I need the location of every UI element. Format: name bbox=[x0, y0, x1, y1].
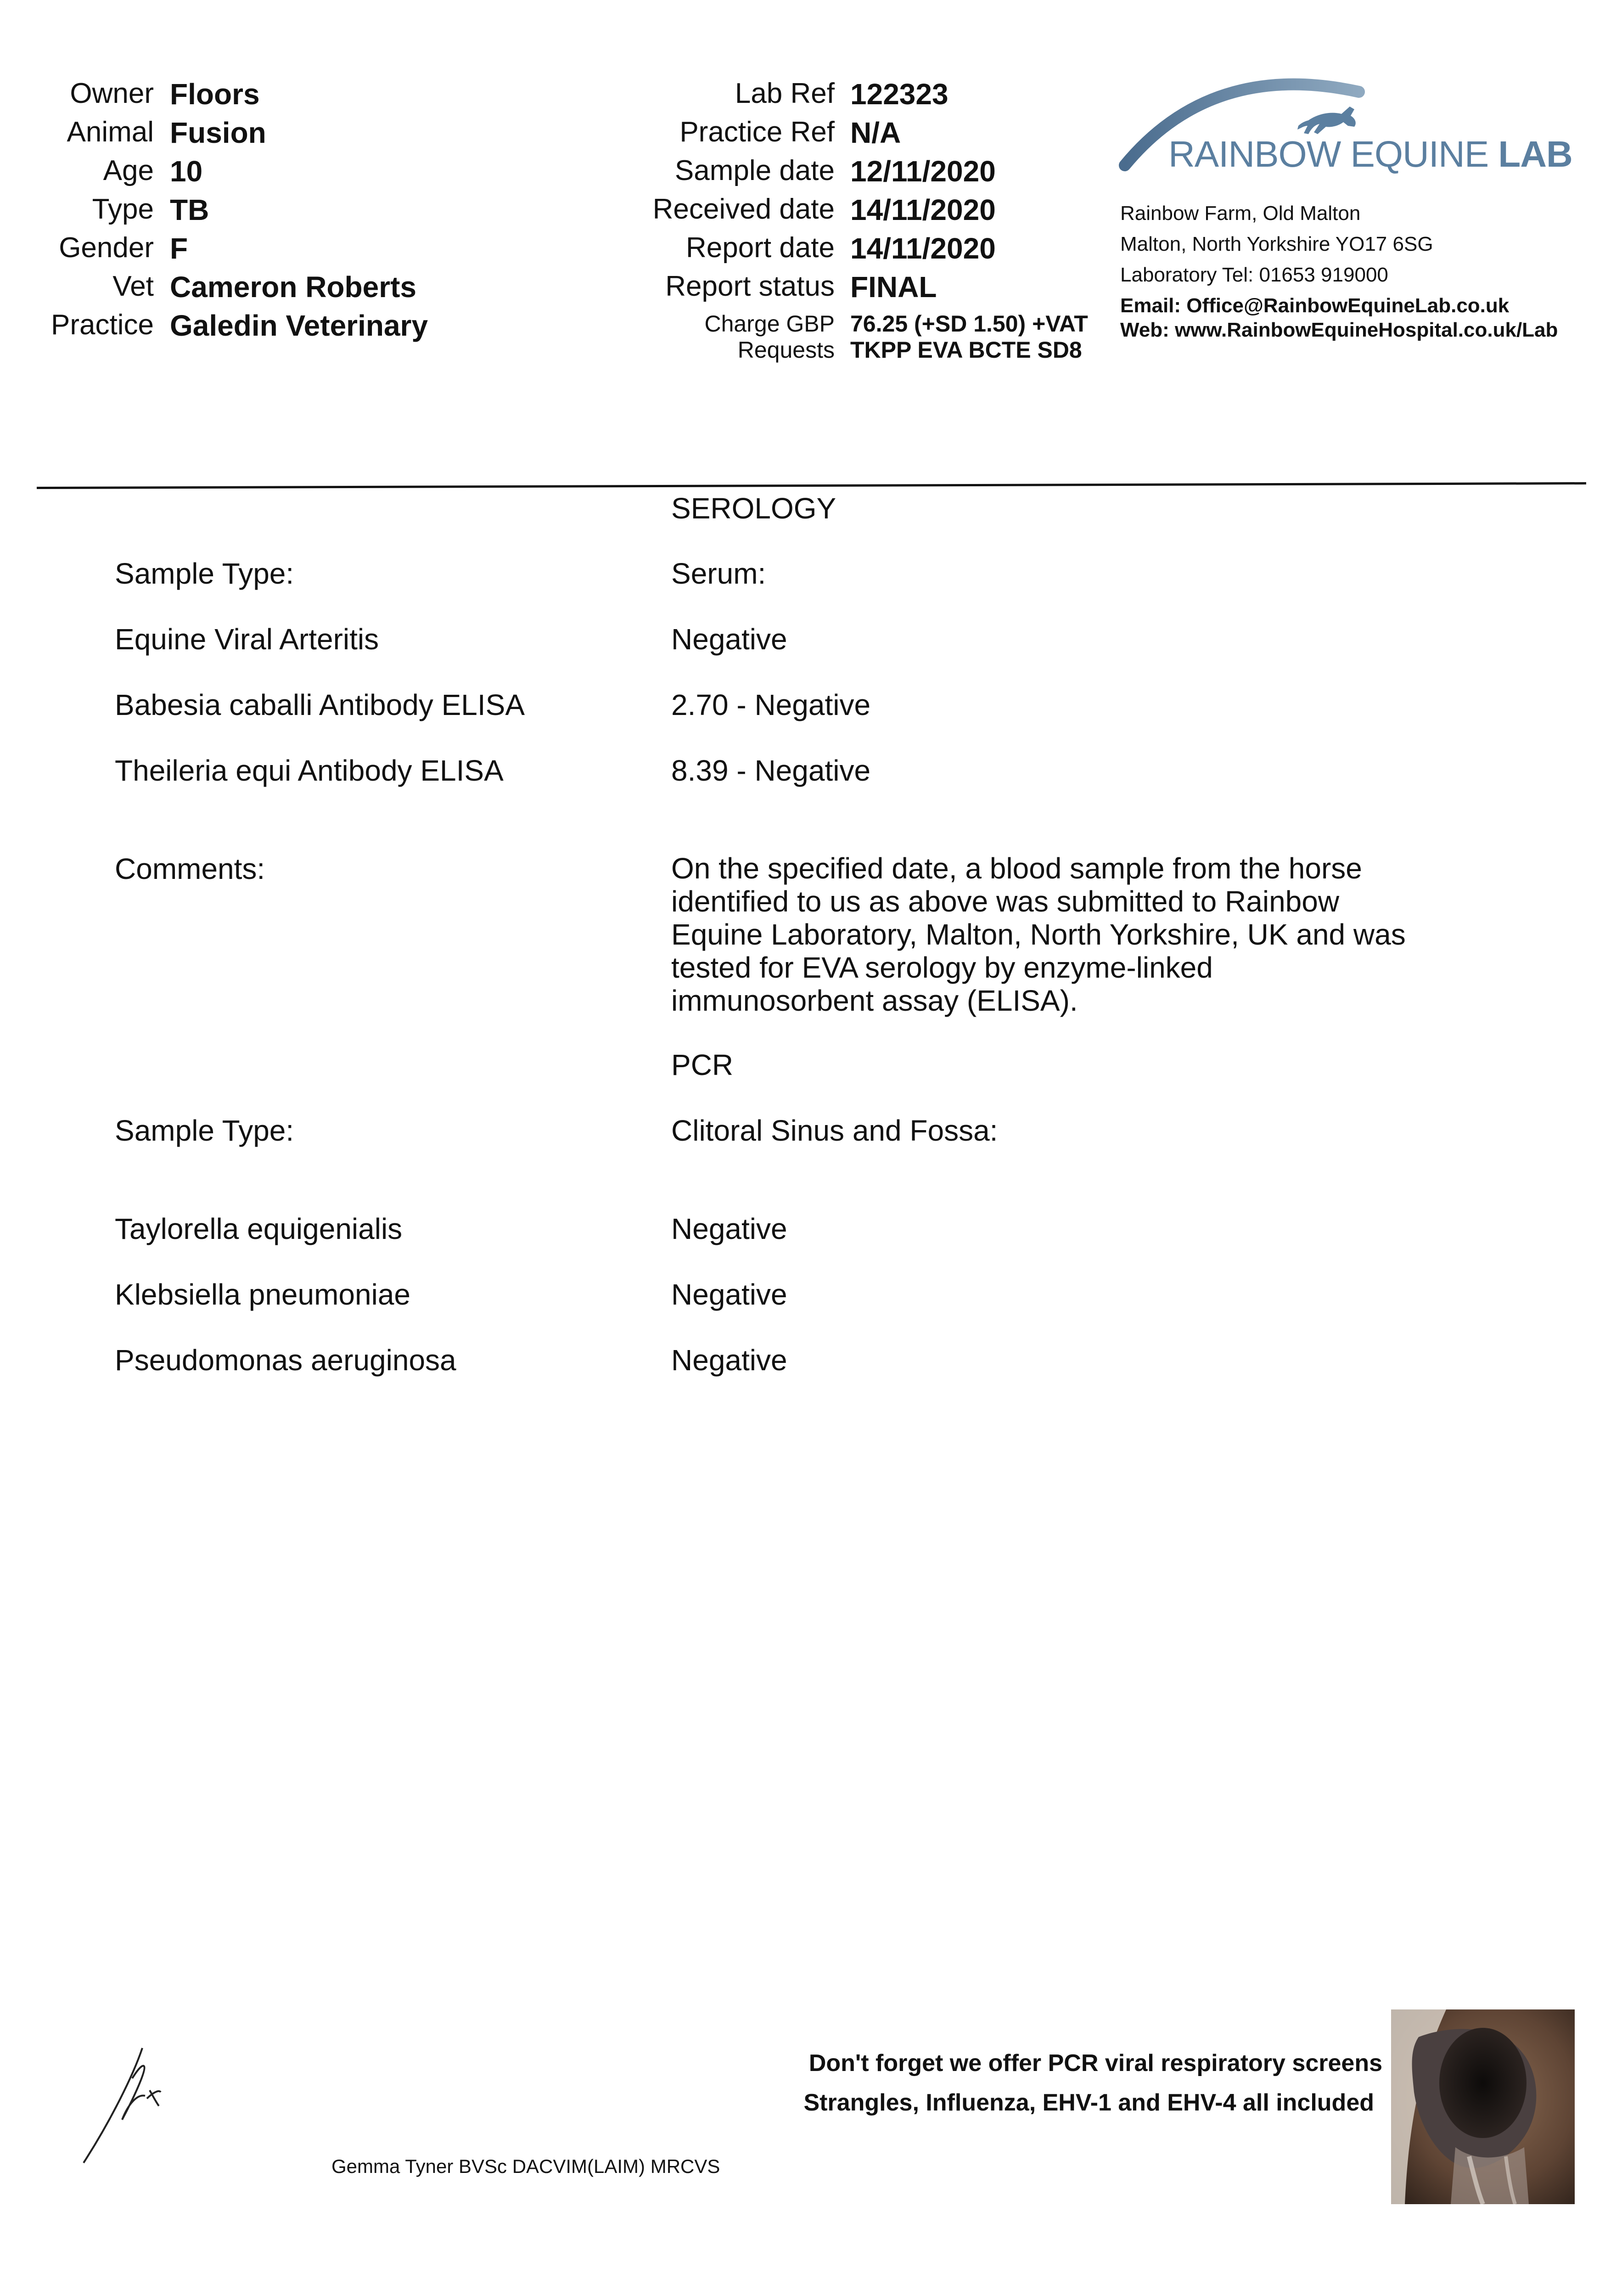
charge-value: 76.25 (+SD 1.50) +VAT bbox=[850, 311, 1088, 337]
practice-value: Galedin Veterinary bbox=[170, 309, 428, 342]
gender-value: F bbox=[170, 232, 188, 265]
test-name: Klebsiella pneumoniae bbox=[115, 1278, 410, 1311]
serology-sample-type-label: Sample Type: bbox=[115, 557, 294, 590]
test-result: 2.70 - Negative bbox=[671, 688, 871, 721]
report-status-value: FINAL bbox=[850, 270, 937, 304]
report-date-label: Report date bbox=[686, 232, 835, 264]
header-divider bbox=[37, 482, 1586, 489]
lab-telephone: Laboratory Tel: 01653 919000 bbox=[1120, 264, 1388, 286]
pcr-heading: PCR bbox=[671, 1048, 734, 1081]
age-value: 10 bbox=[170, 155, 203, 188]
lab-ref-label: Lab Ref bbox=[735, 78, 835, 109]
test-name: Equine Viral Arteritis bbox=[115, 623, 379, 656]
test-name: Taylorella equigenialis bbox=[115, 1212, 403, 1245]
owner-value: Floors bbox=[170, 78, 260, 111]
vet-value: Cameron Roberts bbox=[170, 270, 416, 304]
practice-ref-value: N/A bbox=[850, 116, 901, 149]
test-name: Theileria equi Antibody ELISA bbox=[115, 754, 504, 787]
address-line-2: Malton, North Yorkshire YO17 6SG bbox=[1120, 233, 1433, 255]
pcr-sample-type-label: Sample Type: bbox=[115, 1114, 294, 1147]
test-result: 8.39 - Negative bbox=[671, 754, 871, 787]
test-name: Babesia caballi Antibody ELISA bbox=[115, 688, 525, 721]
lab-email[interactable]: Email: Office@RainbowEquineLab.co.uk bbox=[1120, 294, 1510, 317]
serology-heading: SEROLOGY bbox=[671, 492, 836, 525]
logo-text-regular: RAINBOW EQUINE bbox=[1168, 134, 1499, 174]
test-result: Negative bbox=[671, 1212, 787, 1245]
owner-label: Owner bbox=[70, 78, 154, 109]
comments-text: On the specified date, a blood sample from the horse identified to us as above was submitted to Rainbow Equine Laboratory, Malton, North Yorkshire, UK and was tested for EVA serology by enzyme-linked immunosorbent assay (ELISA). bbox=[671, 852, 1406, 1017]
requests-value: TKPP EVA BCTE SD8 bbox=[850, 337, 1082, 363]
horse-icon bbox=[1297, 107, 1356, 134]
vet-label: Vet bbox=[112, 270, 154, 302]
signature bbox=[78, 2039, 179, 2167]
signatory-name: Gemma Tyner BVSc DACVIM(LAIM) MRCVS bbox=[331, 2155, 720, 2177]
promo-line-2: Strangles, Influenza, EHV-1 and EHV-4 all included bbox=[803, 2089, 1374, 2116]
logo-text-bold: LAB bbox=[1498, 134, 1572, 174]
practice-ref-label: Practice Ref bbox=[679, 116, 835, 148]
test-result: Negative bbox=[671, 1344, 787, 1377]
type-value: TB bbox=[170, 193, 209, 226]
charge-label: Charge GBP bbox=[704, 311, 835, 337]
sample-date-label: Sample date bbox=[674, 155, 835, 186]
report-date-value: 14/11/2020 bbox=[850, 232, 996, 265]
test-name: Pseudomonas aeruginosa bbox=[115, 1344, 456, 1377]
promo-line-1: Don't forget we offer PCR viral respiratory screens bbox=[808, 2050, 1382, 2077]
gender-label: Gender bbox=[59, 232, 154, 264]
received-date-value: 14/11/2020 bbox=[850, 193, 996, 226]
comments-label: Comments: bbox=[115, 852, 265, 885]
practice-label: Practice bbox=[51, 309, 154, 341]
rainbow-equine-lab-logo bbox=[1116, 78, 1572, 179]
test-result: Negative bbox=[671, 623, 787, 656]
requests-label: Requests bbox=[737, 337, 835, 363]
pcr-sample-type-value: Clitoral Sinus and Fossa: bbox=[671, 1114, 998, 1147]
address-line-1: Rainbow Farm, Old Malton bbox=[1120, 202, 1361, 225]
received-date-label: Received date bbox=[652, 193, 835, 225]
type-label: Type bbox=[92, 193, 154, 225]
sample-date-value: 12/11/2020 bbox=[850, 155, 996, 188]
report-status-label: Report status bbox=[665, 270, 835, 302]
lab-ref-value: 122323 bbox=[850, 78, 949, 111]
lab-website[interactable]: Web: www.RainbowEquineHospital.co.uk/Lab bbox=[1120, 319, 1558, 341]
animal-label: Animal bbox=[67, 116, 154, 148]
logo-wordmark bbox=[1168, 133, 1572, 175]
age-label: Age bbox=[103, 155, 154, 186]
horse-nostril-photo bbox=[1391, 2009, 1575, 2204]
test-result: Negative bbox=[671, 1278, 787, 1311]
serology-sample-type-value: Serum: bbox=[671, 557, 766, 590]
animal-value: Fusion bbox=[170, 116, 266, 149]
